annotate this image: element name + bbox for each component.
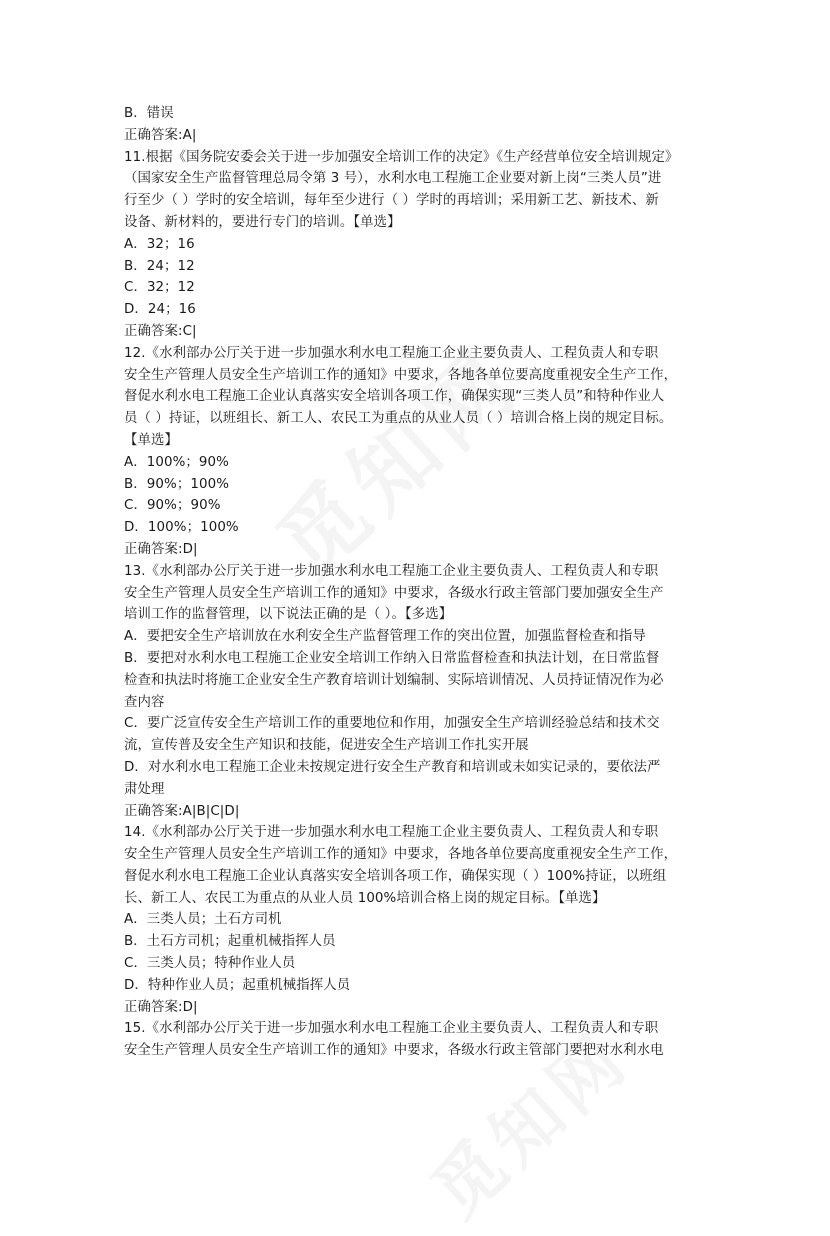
answer: 正确答案:C|: [124, 323, 197, 339]
question-12-text: 督促水利水电工程施工企业认真落实安全培训各项工作，确保实现“三类人员”和特种作业人: [124, 389, 665, 405]
question-14-text: 督促水利水电工程施工企业认真落实安全培训各项工作，确保实现（ ）100%持证，以班组: [124, 868, 667, 884]
option-b: B．错误: [124, 106, 174, 121]
answer: 正确答案:A|: [124, 127, 197, 143]
option-b: B．90%；100%: [124, 476, 230, 492]
option-c: C．要广泛宣传安全生产培训工作的重要地位和作用，加强安全生产培训经验总结和技术交: [124, 716, 660, 732]
option-d: D．100%；100%: [124, 520, 239, 536]
question-11: 11.根据《国务院安委会关于进一步加强安全培训工作的决定》《生产经营单位安全培训规定》: [124, 149, 679, 165]
option-b: B．要把对水利水电工程施工企业安全培训工作纳入日常监督检查和执法计划，在日常监督: [124, 650, 660, 666]
option-b: 检查和执法时将施工企业安全生产教育培训计划编制、实际培训情况、人员持证情况作为必: [124, 672, 664, 688]
option-c: 流，宣传普及安全生产知识和技能，促进安全生产培训工作扎实开展: [124, 738, 529, 754]
question-12-text: 【单选】: [124, 432, 178, 448]
question-14-text: 安全生产管理人员安全生产培训工作的通知》中要求，各地各单位要高度重视安全生产工作，: [124, 847, 678, 863]
option-a: A．32；16: [124, 236, 195, 252]
question-11-text: 设备、新材料的，要进行专门的培训。【单选】: [124, 214, 401, 230]
question-12-text: 员（ ）持证，以班组长、新工人、农民工为重点的从业人员（ ）培训合格上岗的规定目标。: [124, 411, 673, 427]
question-11-text: 行至少（ ）学时的安全培训，每年至少进行（ ）学时的再培训；采用新工艺、新技术、新: [124, 193, 659, 209]
option-c: C．32；12: [124, 280, 195, 296]
option-b: B．24；12: [124, 258, 195, 274]
option-c: C．三类人员；特种作业人员: [124, 956, 296, 972]
question-11-text: （国家安全生产监督管理总局令第 3 号），水利水电工程施工企业要对新上岗“三类人员”进: [124, 171, 662, 187]
option-d: 肃处理: [124, 781, 165, 797]
question-14: 14.《水利部办公厅关于进一步加强水利水电工程施工企业主要负责人、工程负责人和专职: [124, 825, 659, 841]
option-d: D．24；16: [124, 302, 196, 318]
question-13-text: 安全生产管理人员安全生产培训工作的通知》中要求，各级水行政主管部门要加强安全生产: [124, 585, 664, 601]
question-15: 15.《水利部办公厅关于进一步加强水利水电工程施工企业主要负责人、工程负责人和专职: [124, 1021, 659, 1037]
option-d: D．特种作业人员；起重机械指挥人员: [124, 977, 351, 993]
document-body: [124, 103, 714, 1062]
option-a: A．三类人员；土石方司机: [124, 912, 282, 928]
question-14-text: 长、新工人、农民工为重点的从业人员 100%培训合格上岗的规定目标。【单选】: [124, 890, 606, 906]
question-15-text: 安全生产管理人员安全生产培训工作的通知》中要求，各级水行政主管部门要把对水利水电: [124, 1043, 664, 1059]
option-d: D．对水利水电工程施工企业未按规定进行安全生产教育和培训或未如实记录的，要依法严: [124, 759, 661, 775]
question-13-text: 培训工作的监督管理，以下说法正确的是（ ）。【多选】: [124, 607, 453, 623]
question-13: 13.《水利部办公厅关于进一步加强水利水电工程施工企业主要负责人、工程负责人和专职: [124, 563, 659, 579]
option-c: C．90%；90%: [124, 498, 221, 514]
option-a: A．要把安全生产培训放在水利安全生产监督管理工作的突出位置，加强监督检查和指导: [124, 629, 646, 645]
answer: 正确答案:D|: [124, 999, 198, 1015]
question-12-text: 安全生产管理人员安全生产培训工作的通知》中要求，各地各单位要高度重视安全生产工作，: [124, 367, 678, 383]
answer: 正确答案:A|B|C|D|: [124, 803, 240, 819]
question-12: 12.《水利部办公厅关于进一步加强水利水电工程施工企业主要负责人、工程负责人和专职: [124, 345, 659, 361]
answer: 正确答案:D|: [124, 541, 198, 557]
option-b: B．土石方司机；起重机械指挥人员: [124, 934, 336, 950]
option-b: 查内容: [124, 694, 165, 710]
option-a: A．100%；90%: [124, 454, 229, 470]
